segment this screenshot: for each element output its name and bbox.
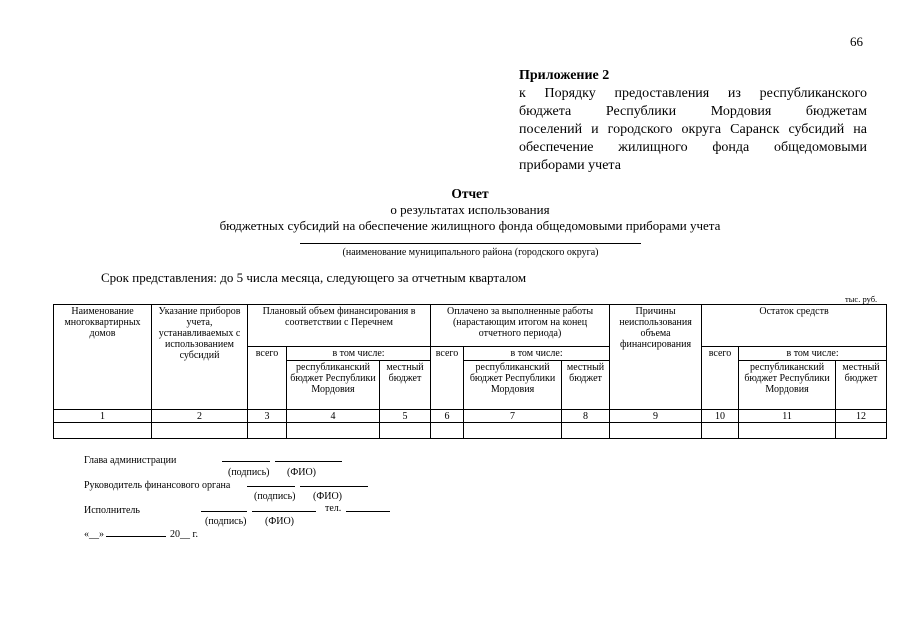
report-heading xyxy=(150,186,790,234)
signature-hint: (подпись) xyxy=(228,467,270,478)
finance-head-label: Руководитель финансового органа xyxy=(84,480,231,491)
date-day: «__» xyxy=(84,529,104,540)
table-cell[interactable] xyxy=(464,423,562,439)
page-number: 66 xyxy=(850,34,863,49)
header-total: всего xyxy=(431,347,464,410)
column-number: 9 xyxy=(610,410,702,423)
header-local-budget: местный бюджет xyxy=(562,361,610,410)
appendix-line: поселений и городского округа Саранск субсидий на xyxy=(519,122,867,137)
appendix-title: Приложение 2 xyxy=(519,68,610,83)
municipality-caption: (наименование муниципального района (городского округа) xyxy=(342,247,599,258)
report-title: Отчет xyxy=(451,186,489,201)
column-number: 2 xyxy=(152,410,248,423)
header-including: в том числе: xyxy=(287,347,431,361)
table-cell[interactable] xyxy=(54,423,152,439)
deadline-text: Срок представления: до 5 числа месяца, следующего за отчетным кварталом xyxy=(101,270,527,285)
column-number: 8 xyxy=(562,410,610,423)
header-local-budget: местный бюджет xyxy=(380,361,431,410)
name-hint: (ФИО) xyxy=(287,467,317,478)
table-row xyxy=(54,423,887,439)
appendix-block xyxy=(519,67,867,175)
column-number: 1 xyxy=(54,410,152,423)
table-cell[interactable] xyxy=(610,423,702,439)
column-number: 11 xyxy=(739,410,836,423)
phone-line[interactable] xyxy=(346,501,390,516)
header-total: всего xyxy=(248,347,287,410)
header-meters: Указание приборов учета, устанавливаемых с использованием субсидий xyxy=(152,305,248,410)
head-admin-signature-line[interactable] xyxy=(222,451,342,466)
table-cell[interactable] xyxy=(562,423,610,439)
header-planned: Плановый объем финансирования в соответствии с Перечнем xyxy=(248,305,431,347)
name-hint: (ФИО) xyxy=(265,516,295,527)
report-subtitle: бюджетных субсидий на обеспечение жилищного фонда общедомовыми приборами учета xyxy=(219,218,721,233)
header-republic-budget: республиканский бюджет Республики Мордовия xyxy=(464,361,562,410)
table-cell[interactable] xyxy=(248,423,287,439)
appendix-line: к Порядку предоставления из республиканского xyxy=(519,86,867,101)
table-cell[interactable] xyxy=(431,423,464,439)
date-month-line[interactable] xyxy=(106,526,166,541)
executor-signature-line[interactable] xyxy=(201,501,316,516)
finance-head-signature-line[interactable] xyxy=(247,476,368,491)
report-subtitle: о результатах использования xyxy=(390,202,550,217)
header-paid: Оплачено за выполненные работы (нарастающим итогом на конец отчетного периода) xyxy=(431,305,610,347)
date-year: 20__ г. xyxy=(170,529,198,540)
head-admin-label: Глава администрации xyxy=(84,455,177,466)
column-number: 5 xyxy=(380,410,431,423)
column-number: 3 xyxy=(248,410,287,423)
report-table xyxy=(53,304,887,439)
header-reasons: Причины неиспользования объема финансирования xyxy=(610,305,702,410)
table-cell[interactable] xyxy=(152,423,248,439)
header-including: в том числе: xyxy=(739,347,887,361)
column-number: 12 xyxy=(836,410,887,423)
table-cell[interactable] xyxy=(739,423,836,439)
header-including: в том числе: xyxy=(464,347,610,361)
table-cell[interactable] xyxy=(836,423,887,439)
header-local-budget: местный бюджет xyxy=(836,361,887,410)
units-label: тыс. руб. xyxy=(845,294,878,304)
appendix-line: приборами учета xyxy=(519,158,621,173)
table-cell[interactable] xyxy=(380,423,431,439)
appendix-line: обеспечение жилищного фонда общедомовыми xyxy=(519,140,867,155)
table-cell[interactable] xyxy=(287,423,380,439)
header-total: всего xyxy=(702,347,739,410)
phone-label: тел. xyxy=(325,503,342,514)
header-houses: Наименование многоквартирных домов xyxy=(54,305,152,410)
column-number: 7 xyxy=(464,410,562,423)
name-hint: (ФИО) xyxy=(313,491,343,502)
signature-hint: (подпись) xyxy=(254,491,296,502)
appendix-line: бюджета Республики Мордовия бюджетам xyxy=(519,104,867,119)
column-number: 10 xyxy=(702,410,739,423)
header-remaining: Остаток средств xyxy=(702,305,887,347)
header-republic-budget: республиканский бюджет Республики Мордовия xyxy=(287,361,380,410)
executor-label: Исполнитель xyxy=(84,505,140,516)
signature-hint: (подпись) xyxy=(205,516,247,527)
column-number: 6 xyxy=(431,410,464,423)
table-cell[interactable] xyxy=(702,423,739,439)
header-republic-budget: республиканский бюджет Республики Мордовия xyxy=(739,361,836,410)
column-number: 4 xyxy=(287,410,380,423)
municipality-underline xyxy=(300,243,641,244)
